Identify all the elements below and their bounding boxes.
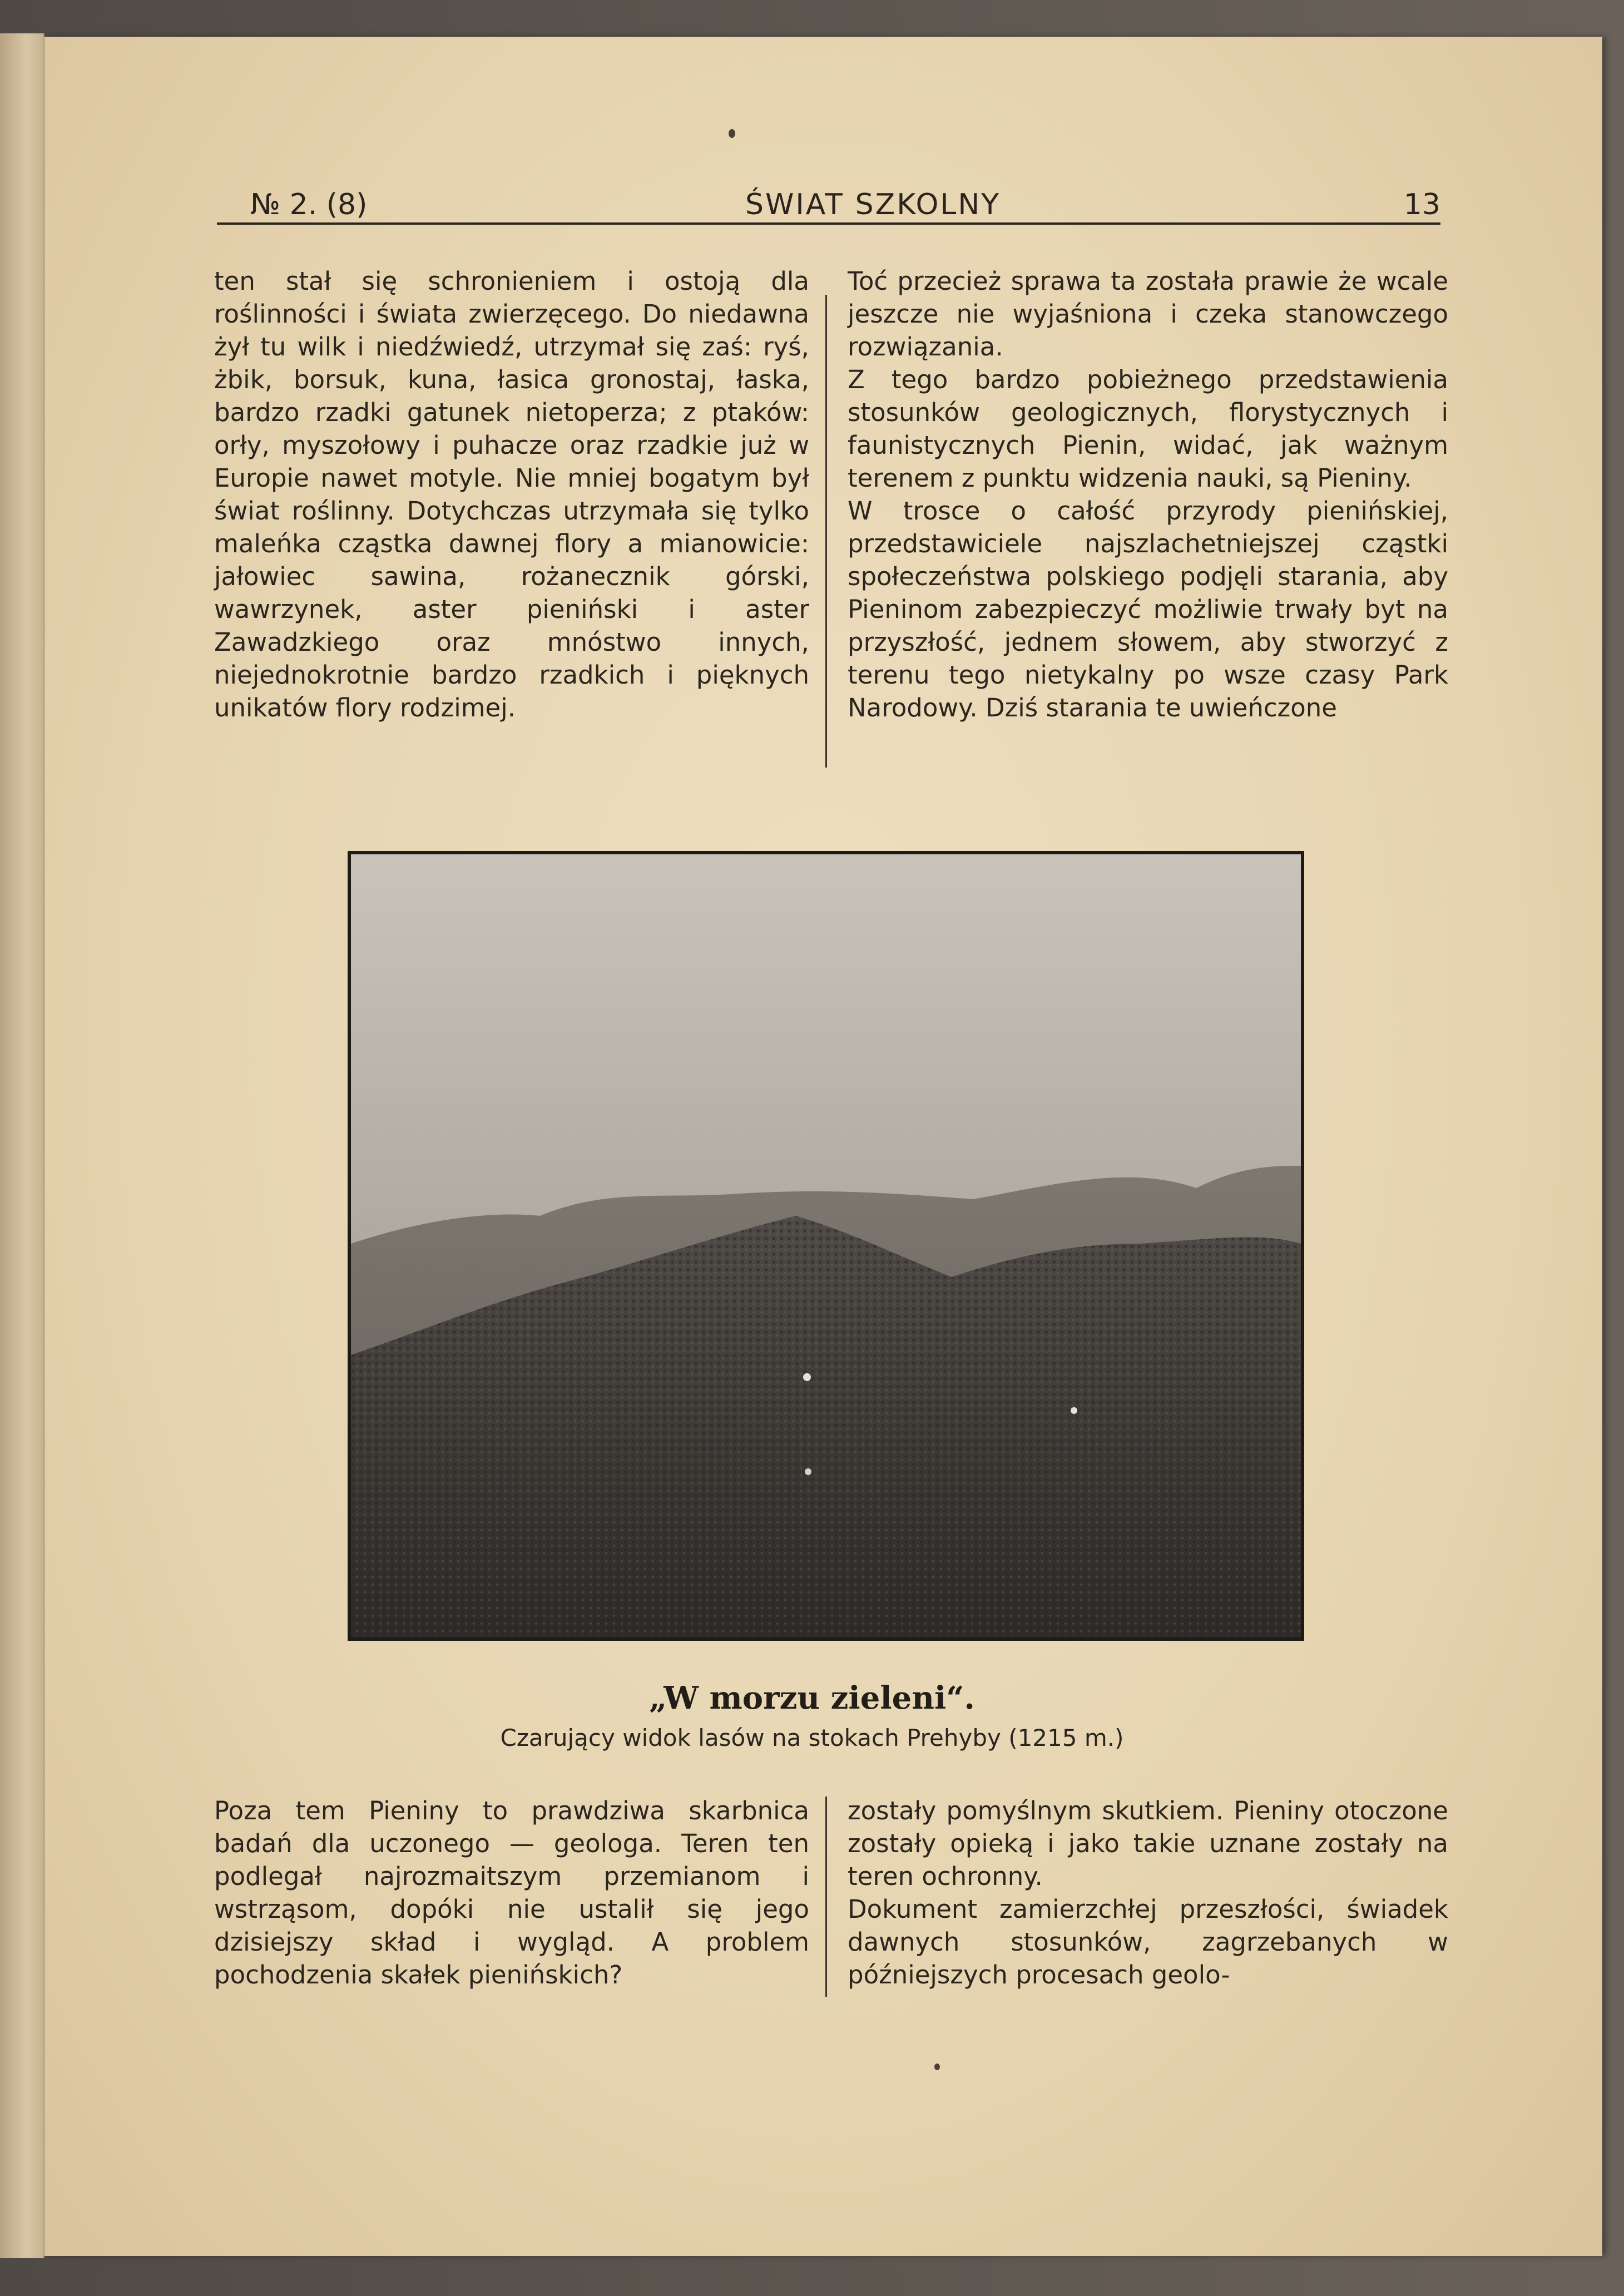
text-column-bottom-right: zostały pomyślnym skutkiem. Pieniny otoczone zostały opieką i jako takie uznane zostały na teren ochronny. Dokument zamierzchłej przeszłości, świadek dawnych stosunków, zagrzebanych w późniejszych procesach geolo- — [848, 1796, 1448, 1990]
magazine-title: ŚWIAT SZKOLNY — [745, 188, 1001, 221]
column-divider-bottom — [825, 1797, 827, 1997]
photo-caption-subtitle: Czarujący widok lasów na stokach Prehyby (1215 m.) — [500, 1724, 1124, 1751]
page-number: 13 — [1403, 188, 1440, 221]
header-rule — [217, 222, 1440, 225]
text-column-bottom-left: Poza tem Pieniny to prawdziwa skarbnica badań dla uczonego — geologa. Teren ten podlegał najrozmaitszym przemianom i wstrząsom, dopóki nie ustalił się jego dzisiejszy skład i wygląd. A problem pochodzenia skałek pienińskich? — [214, 1796, 809, 1990]
photo-landscape — [351, 854, 1301, 1637]
paper-speck — [934, 2064, 940, 2070]
forest-photograph — [348, 851, 1304, 1641]
paper-speck — [729, 129, 735, 138]
running-header — [217, 181, 1440, 226]
issue-number: № 2. (8) — [250, 188, 368, 221]
text-column-top-right: Toć przecież sprawa ta została prawie że wcale jeszcze nie wyjaśniona i czeka stanowczego rozwiązania. Z tego bardzo pobieżnego przedstawienia stosunków geologicznych, florystycznych i faunistycznych Pienin, widać, jak ważnym terenem z punktu widzenia nauki, są Pieniny. W trosce o całość przyrody pienińskiej, przedstawiciele najszlachetniejszej cząstki społeczeństwa polskiego podjęli starania, aby Pieninom zabezpieczyć możliwie trwały byt na przyszłość, jednem słowem, aby stworzyć z terenu tego nietykalny po wsze czasy Park Narodowy. Dziś starania te uwieńczone — [848, 266, 1448, 723]
text-column-top-left: ten stał się schronieniem i ostoją dla roślinności i świata zwierzęcego. Do niedawna żył tu wilk i niedźwiedź, utrzymał się zaś: ryś, żbik, borsuk, kuna, łasica gronostaj, łaska, bardzo rzadki gatunek nietoperza; z ptaków: orły, myszołowy i puhacze oraz rzadkie już w Europie nawet motyle. Nie mniej bogatym był świat roślinny. Dotychczas utrzymała się tylko maleńka cząstka dawnej flory a mianowicie: jałowiec sawina, rożanecznik górski, wawrzynek, aster pieniński i aster Zawadzkiego oraz mnóstwo innych, niejednokrotnie bardzo rzadkich i pięknych unikatów flory rodzimej. — [214, 266, 809, 723]
photo-caption-title: „W morzu zieleni“. — [649, 1680, 975, 1716]
column-divider-top — [825, 295, 827, 768]
previous-page-edge — [0, 33, 44, 2258]
